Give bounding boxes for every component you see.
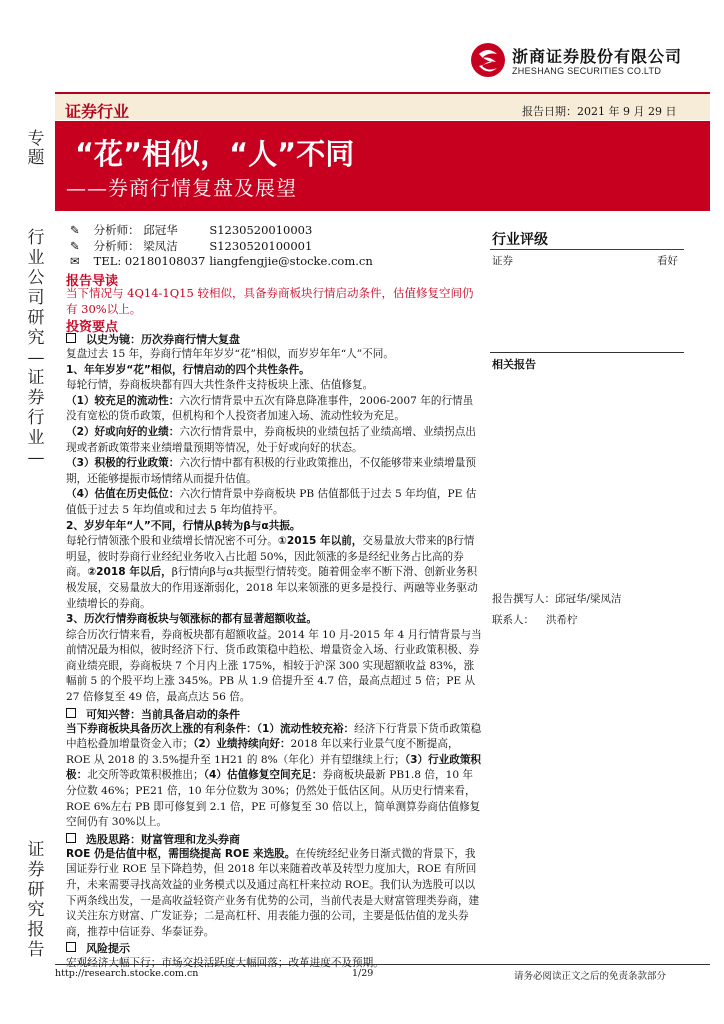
disclaimer-note: 请务必阅读正文之后的免责条款部分 [514,971,667,982]
company-logo [470,42,710,82]
paragraph: （4）估值在历史低位：六次行情背景中券商板块 PB 估值都低于过去 5 年均值，PE 估值低于过去 5 年均值或和过去 5 年均值持平。 [66,488,477,516]
report-authors: 报告撰写人：邱冠华/梁凤洁 [492,593,622,605]
divider [490,249,684,250]
paragraph: （3）积极的行业政策：六次行情中都有积极的行业政策推出，不仅能够带来业绩增量预期，还能够提振市场情绪从而提升估值。 [66,457,476,485]
side-label-bottom: 证 券 研 究 报 告 [27,840,45,960]
telephone: TEL: 02180108037 [93,254,206,268]
report-contact: 联系人： 洪希柠 [492,614,578,626]
pencil-icon: ✎ [70,239,80,253]
company-name-en: ZHESHANG SECURITIES CO.LTD [512,66,662,76]
envelope-icon: ✉ [70,254,80,268]
paragraph: 每轮行情，券商板块都有四大共性条件支持板块上涨、估值修复。 [66,379,374,392]
key-points-heading: 投资要点 [66,320,119,335]
subheading: 2、岁岁年年“人”不同，行情从β转为β与α共振。 [66,519,301,532]
rating-value: 看好 [657,255,678,267]
divider [490,352,684,353]
subheading: 3、历次行情券商板块与领涨标的都有显著超额收益。 [66,613,318,626]
paragraph: 复盘过去 15 年，券商行情年年岁岁“花”相似，而岁岁年年“人”不同。 [66,348,394,360]
report-title: “花”相似，“人”不同 [75,137,355,171]
footer-url[interactable]: http://research.stocke.com.cn [55,968,199,979]
industry-label: 证券行业 [65,102,130,121]
checkbox-icon [66,333,76,343]
section-title: 选股思路：财富管理和龙头券商 [66,831,482,847]
guide-text: 当下情况与 4Q14-1Q15 较相似，具备券商板块行情启动条件，估值修复空间仍有 30%以上。 [66,286,474,316]
email-link[interactable]: liangfengjie@stocke.com.cn [209,254,373,268]
pencil-icon: ✎ [70,223,80,237]
company-name-cn: 浙商证券股份有限公司 [512,47,683,66]
page-number: 1/29 [352,968,374,979]
paragraph: ROE 仍是估值中枢，需围绕提高 ROE 来选股。在传统经纪业务日渐式微的背景下，我国证券行业 ROE 呈下降趋势，但 2018 年以来随着改革及转型力度加大，ROE 有所回升，未来需要寻找高效益的业务模式以及通过高杠杆来拉动 ROE。我们认为选股可以以下两条线出发，一是高收益轻资产业务有优势的公司，当前代表是大财富管理类券商，建议关注东方财富、广发证券；二是高杠杆、用表能力强的公司，主要是低估值的龙头券商，推荐中信证券、华泰证券。 [66,847,480,938]
side-label-middle: 行 业 公 司 研 究 — 证 券 行 业 — [27,228,45,468]
contact-row [70,254,373,268]
guide-heading: 报告导读 [66,274,119,289]
checkbox-icon [66,833,76,843]
subheading: 1、年年岁岁“花”相似，行情启动的四个共性条件。 [66,363,310,376]
report-subtitle: ——券商行情复盘及展望 [66,176,297,200]
rating-sector: 证券 [492,255,513,267]
analyst-row: ✎ 分析师： 邱冠华 S1230520010003 [70,223,313,237]
paragraph: 当下券商板块具备历次上涨的有利条件：（1）流动性较充裕：经济下行背景下货币政策稳中趋松叠加增量资金入市；（2）业绩持续向好：2018 年以来行业景气度不断提高，ROE 从 2018 的 3.5%提升至 1H21 的 8%（年化）并有望继续上行；（3）行业政策积极：北交所等政策积极推出；（4）估值修复空间充足：券商板块最新 PB1.8 倍，10 年分位数 46%；PE21 倍，10 年分位数为 30%；仍然处于低估区间。从历史行情来看，ROE 6%左右 PB 即可修复到 2.1 倍，PE 可修复至 30 倍以上，简单测算券商估值修复空间仍有 30%以上。 [66,722,482,829]
paragraph: （2）好或向好的业绩：六次行情背景中，券商板块的业绩包括了业绩高增、业绩拐点出现或者新政策带来业绩增量预期等情况，处于好或向好的状态。 [66,425,476,454]
paragraph: 每轮行情领涨个股和业绩增长情况密不可分。①2015 年以前，交易量放大带来的β行情明显，彼时券商行业经纪业务收入占比超 50%，因此领涨的多是经纪业务占比高的券商。②2018 年以后，β行情向β与α共振型行情转变。随着佣金率不断下滑、创新业务积极发展，交易量放大的作用逐渐弱化，2018 年以来领涨的更多是投行、两融等业务驱动业绩增长的券商。 [66,535,478,610]
rating-heading: 行业评级 [492,232,548,248]
section-title: 风险提示 [66,940,482,956]
paragraph: （1）较充足的流动性：六次行情背景中五次有降息降准事件，2006-2007 年的行情虽没有宽松的货币政策，但机构和个人投资者加速入场、流动性较为充足。 [66,394,474,423]
main-body [66,331,482,972]
analyst-row: ✎ 分析师： 梁凤洁 S1230520100001 [70,239,313,253]
report-date: 报告日期：2021 年 9 月 29 日 [522,105,677,118]
related-reports-heading: 相关报告 [492,358,536,371]
footer-rule [55,964,710,965]
paragraph: 综合历次行情来看，券商板块都有超额收益。2014 年 10 月-2015 年 4 月行情背景与当前情况最为相似，彼时经济下行、货币政策稳中趋松、增量资金入场、行业政策积极、券商业绩亮眼，券商板块 7 个月内上涨 175%，相较于沪深 300 实现超额收益 83%，涨幅前 5 的个股平均上涨 345%。PB 从 1.9 倍提升至 4.7 倍，最高点超过 5 倍；PE 从 27 倍修复至 49 倍，最高点达 56 倍。 [66,628,482,704]
checkbox-icon [66,942,76,952]
section-title: 可知兴替：当前具备启动的条件 [66,706,482,722]
section-title: 以史为镜：历次券商行情大复盘 [66,331,482,347]
logo-mark-icon [470,42,506,78]
side-label-top: 专 题 [27,129,45,168]
checkbox-icon [66,708,76,718]
